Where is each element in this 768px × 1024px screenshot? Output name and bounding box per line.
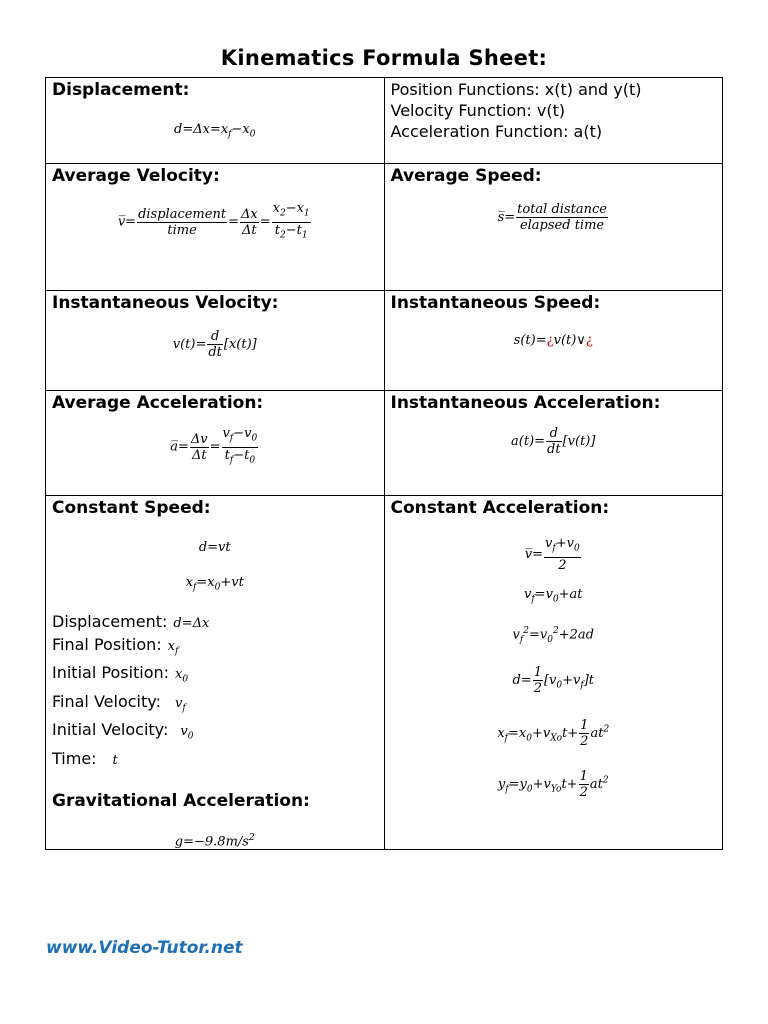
heading-instantaneous-speed: Instantaneous Speed: [390, 293, 601, 313]
formula-gravitational-acceleration: $g=-9.8m/s^2$ [174, 832, 255, 850]
page-title: Kinematics Formula Sheet: [220, 46, 548, 70]
def-final-velocity: Final Velocity: $v_f$ [52, 691, 186, 714]
def-final-position: Final Position: $x_f$ [52, 634, 179, 657]
formula-ca-d: d= $\frac{1}{2}$ $[v_0+v_f]t$ [512, 665, 595, 697]
formula-ca-avg-velocity: v̅= $\frac{v_f+v_0}{2}$ [524, 536, 580, 573]
def-initial-position: Initial Position: $x_0$ [52, 663, 189, 685]
formula-ca-yf: $y_f=y_0+v_{Yo}t+$ $\frac{1}{2}$ $at^2$ [497, 769, 609, 801]
formula-average-acceleration: a̅= $\frac{\Delta v}{\Delta t}$ = $\frac{v_f-v_0}{t_f-t_0}$ [52, 426, 378, 468]
cell-instantaneous-speed [384, 291, 723, 391]
heading-constant-speed: Constant Speed: [52, 498, 211, 518]
cell-average-acceleration [46, 391, 385, 496]
heading-displacement: Displacement: [52, 80, 190, 100]
cell-constant-speed [46, 496, 385, 850]
cell-average-speed [384, 164, 723, 291]
formula-ca-vf-squared: $v_f^2=v_0^2+2ad$ [512, 626, 594, 646]
acceleration-function: Acceleration Function: a(t) [390, 122, 603, 141]
def-initial-velocity: Initial Velocity: $v_0$ [52, 720, 194, 742]
cell-average-velocity [46, 164, 385, 291]
footer-website-link[interactable]: www.Video-Tutor.net [46, 938, 243, 958]
formula-instantaneous-acceleration: a(t)= $\frac{d}{dt}$ [v(t)] [511, 426, 596, 457]
heading-average-acceleration: Average Acceleration: [52, 393, 264, 413]
formula-ca-vf: $v_f=v_0+at$ [523, 586, 583, 605]
formula-instantaneous-velocity: v(t)= $\frac{d}{dt}$ [x(t)] [172, 329, 257, 360]
velocity-function: Velocity Function: v(t) [390, 101, 566, 120]
heading-average-speed: Average Speed: [390, 166, 542, 186]
formula-displacement: $d=\Delta x=x_f-x_0$ [174, 122, 256, 140]
formula-average-velocity: v̅= $\frac{\text{displacement}}{\text{time}}$ = $\frac{\Delta x}{\Delta t}$ = $\frac{x_2-x_1}{t_2-t_1}$ [52, 201, 378, 243]
def-time: Time: t [52, 748, 118, 768]
heading-average-velocity: Average Velocity: [52, 166, 220, 186]
heading-gravitational-acceleration: Gravitational Acceleration: [52, 790, 310, 811]
formula-constant-speed-xf: $x_f=x_0+vt$ [185, 575, 244, 593]
heading-instantaneous-acceleration: Instantaneous Acceleration: [390, 393, 661, 413]
def-displacement: Displacement: d=Δx [52, 611, 210, 631]
cell-constant-acceleration [384, 496, 723, 850]
cell-displacement [46, 78, 385, 164]
cell-functions [384, 78, 723, 164]
position-functions: Position Functions: x(t) and y(t) [390, 80, 642, 99]
formula-average-speed: s̅= $\frac{\text{total distance}}{\text{elapsed time}}$ [497, 202, 607, 233]
formula-constant-speed-d: d=vt [198, 540, 231, 555]
cell-instantaneous-acceleration [384, 391, 723, 496]
heading-instantaneous-velocity: Instantaneous Velocity: [52, 293, 279, 313]
formula-instantaneous-speed: s(t)=¿v(t)∨¿ [513, 333, 593, 348]
formula-ca-xf: $x_f=x_0+v_{Xo}t+$ $\frac{1}{2}$ $at^2$ [497, 718, 610, 750]
heading-constant-acceleration: Constant Acceleration: [390, 498, 610, 518]
cell-instantaneous-velocity [46, 291, 385, 391]
formula-table [45, 77, 723, 850]
